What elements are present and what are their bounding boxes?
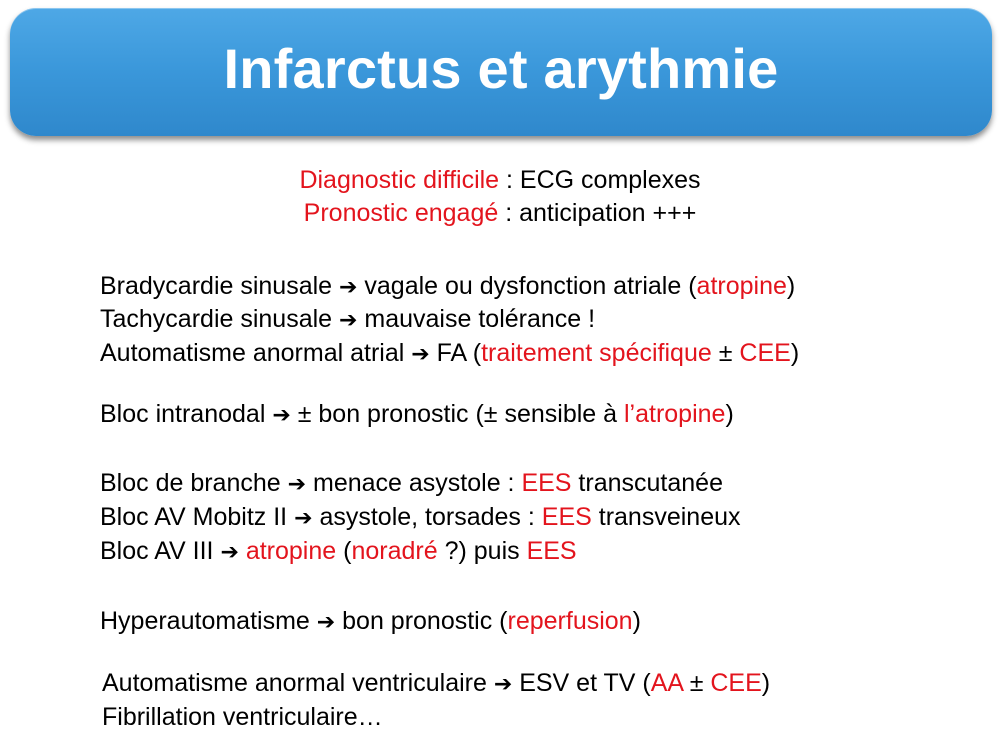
highlight-text: EES xyxy=(521,469,572,497)
highlight-text: noradré xyxy=(351,537,438,565)
line-bloc-av3 xyxy=(100,535,577,569)
line-text: Bloc intranodal xyxy=(100,400,273,428)
arrow-icon: ➔ xyxy=(411,342,430,367)
plus-minus-symbol: ± xyxy=(297,400,312,428)
intro-line-2 xyxy=(0,197,1000,229)
arrow-icon: ➔ xyxy=(272,403,291,428)
line-text: Bloc AV Mobitz II xyxy=(100,503,295,531)
line-bloc-mobitz xyxy=(100,501,741,535)
line-text: ) xyxy=(725,400,734,428)
arrow-icon: ➔ xyxy=(339,275,358,300)
line-fibrillation xyxy=(102,701,383,733)
line-text xyxy=(683,669,690,697)
line-text xyxy=(239,537,246,565)
line-text: menace asystole : xyxy=(306,469,522,497)
plus-minus-symbol: ± xyxy=(718,339,733,367)
plus-minus-symbol: ± xyxy=(689,669,704,697)
arrow-icon: ➔ xyxy=(339,308,358,333)
line-text: asystole, torsades : xyxy=(312,503,542,531)
line-hyperautomatisme xyxy=(100,605,641,639)
arrow-icon: ➔ xyxy=(220,540,239,565)
highlight-text: atropine xyxy=(696,272,787,300)
highlight-text: traitement spécifique xyxy=(481,339,712,367)
line-text xyxy=(291,400,298,428)
line-text: ) xyxy=(786,272,796,300)
highlight-text: EES xyxy=(541,503,592,531)
line-text: ?) puis xyxy=(437,537,527,565)
line-text: Bradycardie sinusale xyxy=(100,272,340,300)
arrow-icon: ➔ xyxy=(316,610,336,635)
intro-2-highlight: Pronostic engagé xyxy=(303,199,499,227)
line-text: Fibrillation ventriculaire… xyxy=(102,703,383,731)
arrow-icon: ➔ xyxy=(287,472,307,497)
line-automatisme-atrial xyxy=(100,337,799,371)
line-text: ) xyxy=(790,339,800,367)
line-text: mauvaise tolérance ! xyxy=(357,305,596,333)
line-text: ( xyxy=(336,537,352,565)
line-text: bon pronostic ( xyxy=(335,607,508,635)
line-bradycardie xyxy=(100,270,795,304)
intro-1-highlight: Diagnostic difficile xyxy=(299,166,500,194)
line-text: ESV et TV ( xyxy=(512,669,651,697)
intro-1-text: : ECG complexes xyxy=(499,166,701,194)
highlight-text: AA xyxy=(650,669,683,697)
intro-2-text: : anticipation +++ xyxy=(498,199,697,227)
line-text: bon pronostic ( xyxy=(311,400,484,428)
highlight-text: reperfusion xyxy=(507,607,633,635)
arrow-icon: ➔ xyxy=(493,672,513,697)
highlight-text: CEE xyxy=(710,669,762,697)
intro-line-1 xyxy=(0,164,1000,196)
highlight-text: EES xyxy=(526,537,577,565)
line-text: transveineux xyxy=(591,503,741,531)
plus-minus-symbol: ± xyxy=(483,400,498,428)
line-text: Bloc AV III xyxy=(100,537,221,565)
line-text: ) xyxy=(632,607,641,635)
highlight-text: atropine xyxy=(245,537,337,565)
line-text: Automatisme anormal ventriculaire xyxy=(102,669,494,697)
line-text: Bloc de branche xyxy=(100,469,288,497)
line-text: vagale ou dysfonction atriale ( xyxy=(357,272,697,300)
line-bloc-branche xyxy=(100,467,723,501)
line-automatisme-ventriculaire xyxy=(102,667,770,701)
slide-title: Infarctus et arythmie xyxy=(223,36,779,100)
line-text xyxy=(712,339,719,367)
arrow-icon: ➔ xyxy=(294,506,313,531)
line-text: Tachycardie sinusale xyxy=(100,305,340,333)
line-text: ) xyxy=(761,669,771,697)
line-text: sensible à xyxy=(497,400,624,428)
title-banner xyxy=(10,8,992,136)
highlight-text: CEE xyxy=(739,339,791,367)
highlight-text: l’atropine xyxy=(623,400,726,428)
line-text: transcutanée xyxy=(571,469,723,497)
line-text: Hyperautomatisme xyxy=(100,607,317,635)
line-tachycardie xyxy=(100,303,595,337)
line-bloc-intranodal xyxy=(100,398,734,432)
line-text: FA ( xyxy=(429,339,482,367)
line-text: Automatisme anormal atrial xyxy=(100,339,412,367)
